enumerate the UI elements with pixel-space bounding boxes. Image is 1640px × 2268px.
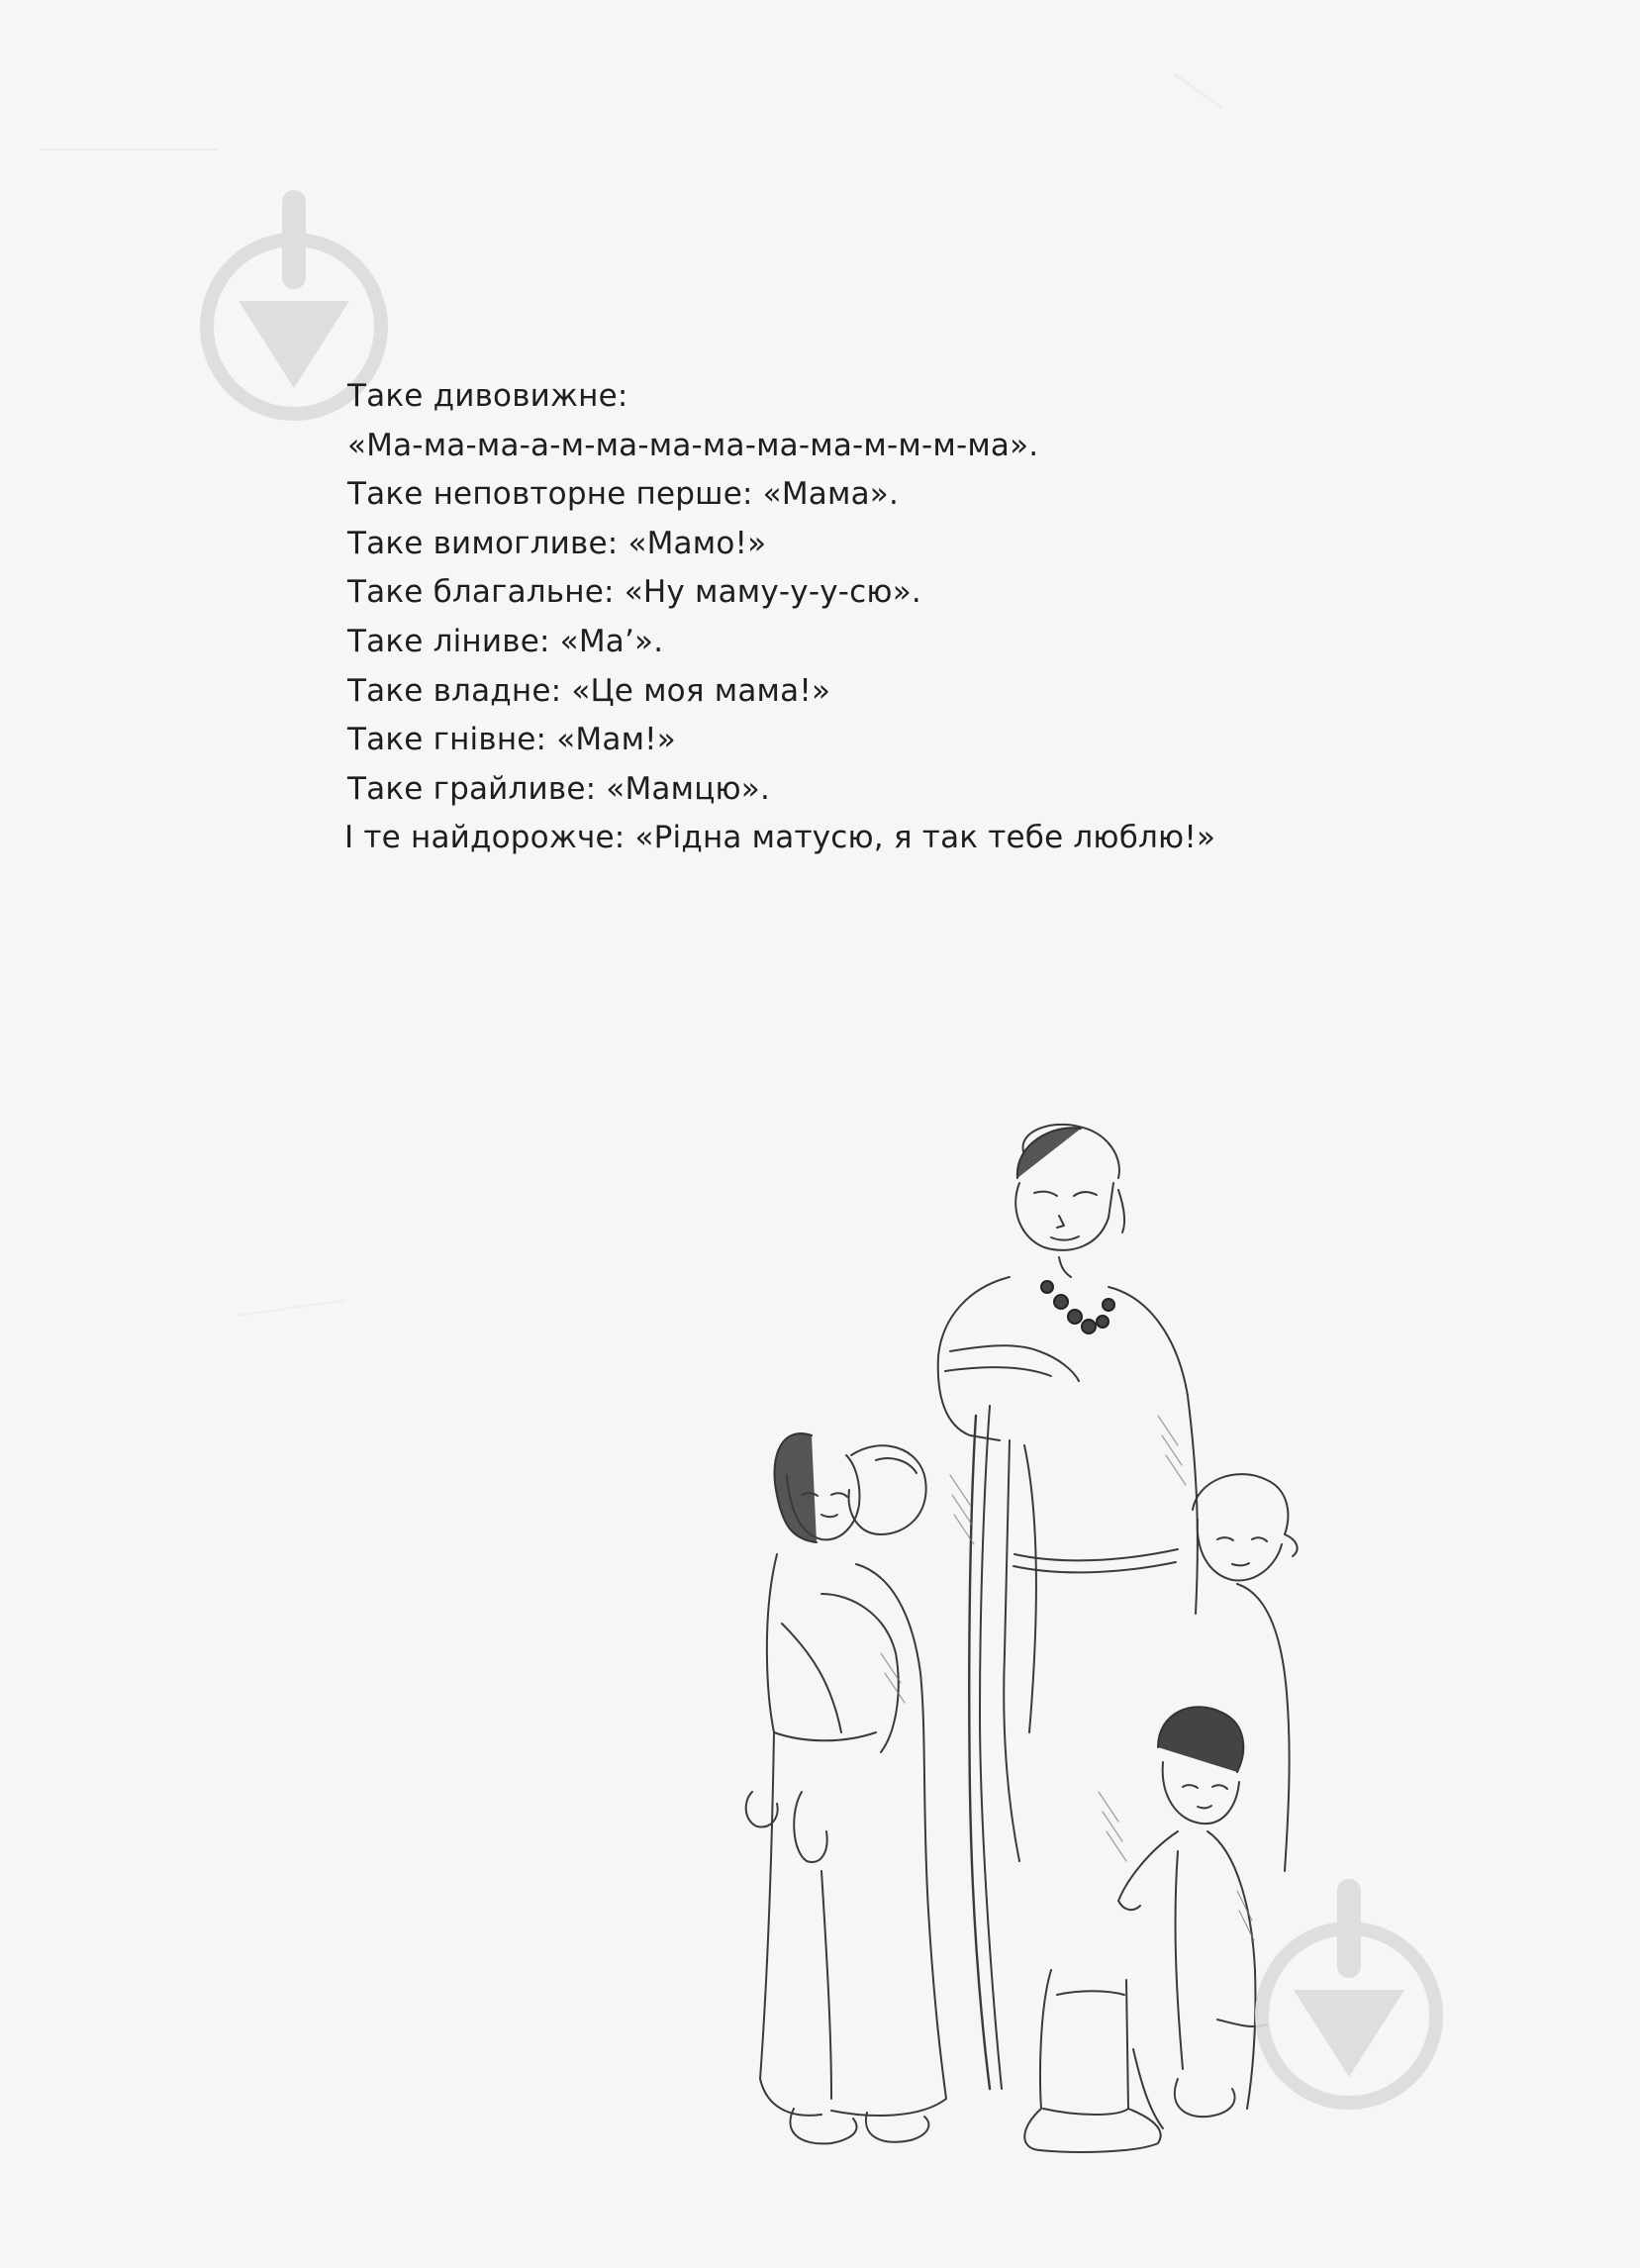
paper-texture xyxy=(238,1299,345,1316)
girl-with-baby-figure xyxy=(746,1433,946,2143)
poem-line: Таке гнівне: «Мам!» xyxy=(347,722,676,758)
sketch-illustration xyxy=(683,1099,1326,2168)
poem-line: Таке дивовижне: xyxy=(347,378,628,414)
poem-line: Таке владне: «Це моя мама!» xyxy=(347,672,831,709)
peeking-child-figure xyxy=(1193,1474,1298,1871)
watermark-bottom-icon xyxy=(1249,1879,1449,2117)
poem-line: «Ма-ма-ма-а-м-ма-ма-ма-ма-ма-м-м-м-ма». xyxy=(347,427,1039,463)
poem-text xyxy=(344,372,1337,863)
poem-line: Таке грайливе: «Мамцю». xyxy=(347,770,771,807)
poem-line: І те найдорожче: «Рідна матусю, я так тебе люблю!» xyxy=(344,820,1216,856)
toddler-figure xyxy=(1118,1707,1267,2117)
poem-line: Таке вимогливе: «Мамо!» xyxy=(347,525,767,561)
mother-figure xyxy=(938,1125,1198,2152)
paper-texture xyxy=(40,148,218,150)
poem-line: Таке ліниве: «Ма’». xyxy=(347,623,664,659)
poem-line: Таке благальне: «Ну маму-у-у-сю». xyxy=(347,574,921,611)
poem-line: Таке неповторне перше: «Мама». xyxy=(347,476,899,513)
paper-texture xyxy=(1173,72,1223,109)
